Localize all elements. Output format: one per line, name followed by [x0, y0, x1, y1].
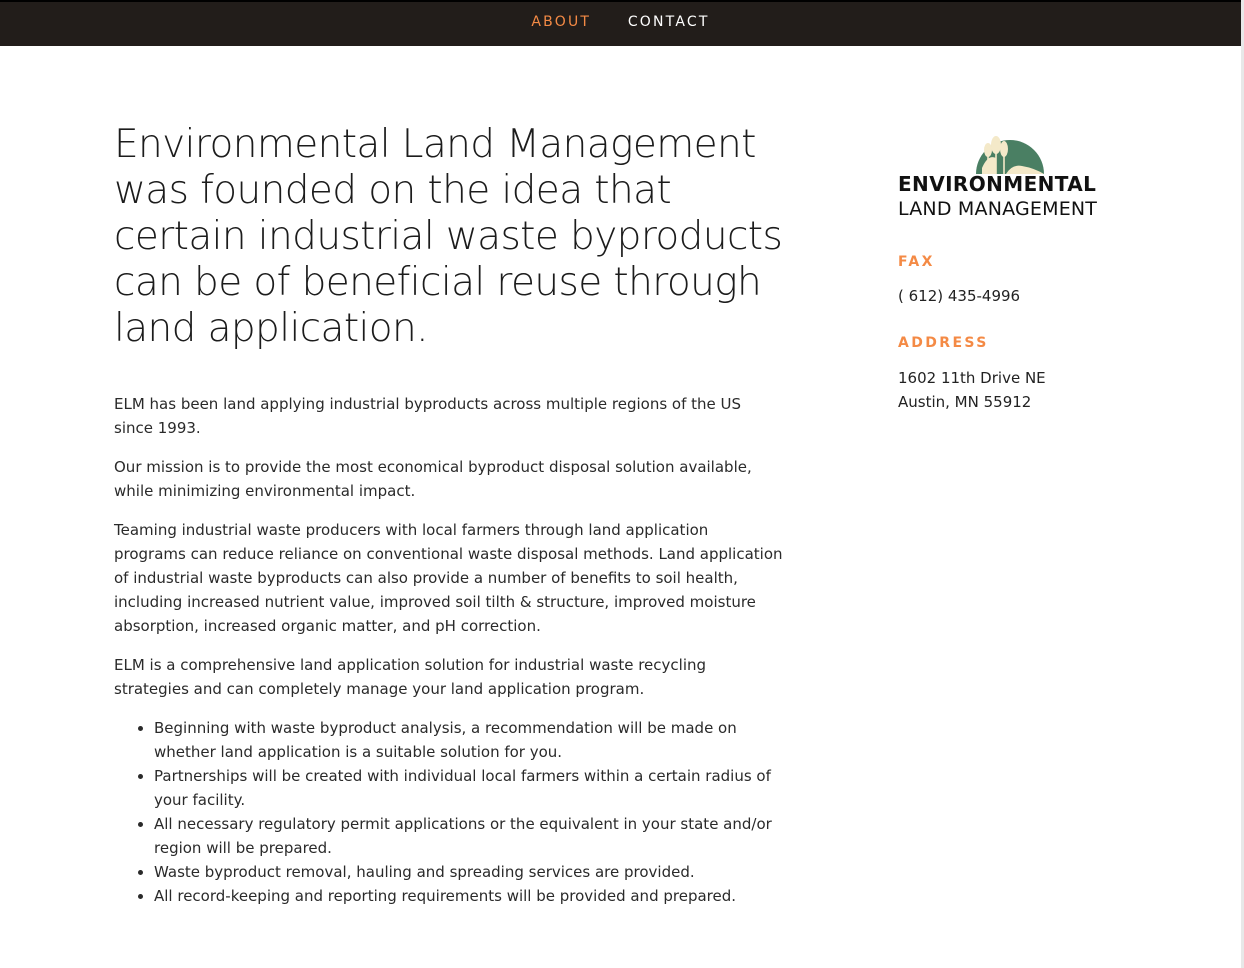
logo-wordmark-line1: ENVIRONMENTAL	[898, 172, 1097, 196]
nav-link-contact[interactable]: CONTACT	[627, 14, 710, 30]
nav-links	[0, 14, 1241, 30]
address-street: 1602 11th Drive NE	[898, 369, 1046, 387]
nav-link-about[interactable]: ABOUT	[531, 14, 592, 30]
address-label: ADDRESS	[898, 335, 989, 351]
services-list	[114, 716, 784, 908]
list-item: • Waste byproduct removal, hauling and spreading services are provided.	[154, 860, 784, 884]
fax-label: FAX	[898, 254, 935, 270]
trees-emblem-icon	[974, 124, 1046, 176]
paragraph-mission: Our mission is to provide the most economical byproduct disposal solution available, while minimizing environmental impact.	[114, 458, 752, 500]
about-body	[114, 392, 784, 908]
fax-number: ( 612) 435-4996	[898, 287, 1021, 305]
list-item: • Partnerships will be created with individual local farmers within a certain radius of your facility.	[154, 764, 784, 812]
paragraph-benefits: Teaming industrial waste producers with local farmers through land application programs can reduce reliance on conventional waste disposal methods. Land application of industrial waste byproducts can also provide a number of benefits to soil health, including increased nutrient value, improved soil tilth & structure, improved moisture absorption, increased organic matter, and pH correction.	[114, 521, 783, 635]
company-logo[interactable]	[898, 124, 1128, 224]
logo-wordmark-line2: LAND MANAGEMENT	[898, 198, 1098, 220]
main-content	[114, 122, 784, 908]
list-item: • All necessary regulatory permit applications or the equivalent in your state and/or region will be prepared.	[154, 812, 784, 860]
top-navigation-bar	[0, 0, 1241, 46]
list-item: • Beginning with waste byproduct analysis, a recommendation will be made on whether land application is a suitable solution for you.	[154, 716, 784, 764]
address-city: Austin, MN 55912	[898, 393, 1032, 411]
paragraph-solution: ELM is a comprehensive land application solution for industrial waste recycling strategies and can completely manage your land application program.	[114, 656, 707, 698]
hero-heading: Environmental Land Management was founded on the idea that certain industrial waste byproducts can be of beneficial reuse through land application.	[114, 122, 783, 351]
contact-sidebar	[898, 124, 1138, 414]
paragraph-history: ELM has been land applying industrial byproducts across multiple regions of the US since 1993.	[114, 395, 742, 437]
list-item: • All record-keeping and reporting requirements will be provided and prepared.	[154, 884, 784, 908]
address-block	[898, 366, 1138, 414]
